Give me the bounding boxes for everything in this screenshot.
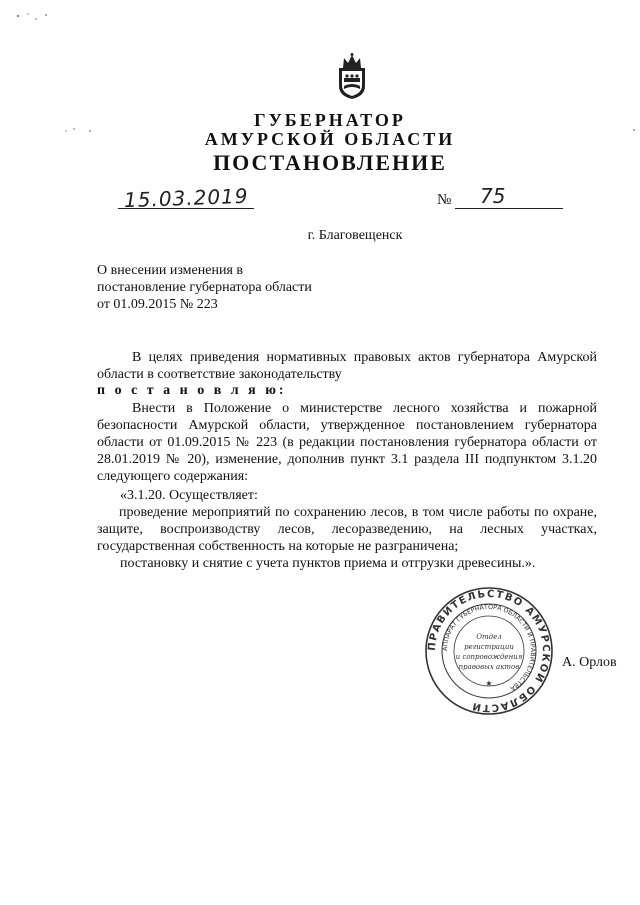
quoted-subclause-heading: «3.1.20. Осуществляет:: [120, 488, 258, 503]
handwritten-date: 15.03.2019: [123, 183, 249, 213]
stamp-center-line-2: регистрации: [464, 643, 514, 651]
header-governor: ГУБЕРНАТОР: [254, 110, 406, 130]
handwritten-number: 75: [480, 184, 506, 208]
number-sign: №: [437, 192, 452, 208]
stamp-center-line-3: и сопровождения: [455, 653, 523, 661]
main-paragraph: Внести в Положение о министерстве лесного хозяйства и пожарной безопасности Амурской области, утвержденное постановлением губернатора области от 01.09.2015 № 223 (в редакции постановления губернатора области от 28.01.2019 № 20), изменение, дополнив пункт 3.1 раздела III подпунктом 3.1.20 следующего содержания:: [97, 401, 597, 484]
stamp-inner-text: АППАРАТ ГУБЕРНАТОРА ОБЛАСТИ И ПРАВИТЕЛЬСТВА: [441, 603, 537, 692]
stamp-center-line-4: правовых актов: [458, 663, 520, 671]
subclause-item-2: постановку и снятие с учета пунктов приема и отгрузки древесины.».: [120, 556, 536, 571]
city-label: г. Благовещенск: [307, 228, 403, 243]
number-underline: [455, 208, 563, 209]
signatory-name: А. Орлов: [562, 655, 617, 670]
stamp-outer-text: ПРАВИТЕЛЬСТВО АМУРСКОЙ ОБЛАСТИ: [426, 588, 552, 714]
coat-of-arms-emblem: [331, 52, 373, 100]
stamp-center-line-1: Отдел: [476, 633, 502, 641]
header-region: АМУРСКОЙ ОБЛАСТИ: [204, 129, 456, 149]
official-stamp: [424, 586, 554, 716]
date-underline: [118, 208, 254, 209]
decree-word: п о с т а н о в л я ю:: [97, 383, 287, 398]
document-type-title: ПОСТАНОВЛЕНИЕ: [213, 150, 447, 175]
document-subject: О внесении изменения в постановление губернатора области от 01.09.2015 № 223: [97, 263, 312, 312]
preamble-paragraph: В целях приведения нормативных правовых актов губернатора Амурской области в соответствие законодательству: [97, 350, 597, 382]
stamp-star-icon: ★: [485, 679, 493, 688]
subclause-item-1: проведение мероприятий по сохранению лесов, в том числе работы по охране, защите, воспроизводству лесов, лесоразведению, на лесных участках, государственная собственность на которые не разграничена;: [97, 505, 597, 554]
